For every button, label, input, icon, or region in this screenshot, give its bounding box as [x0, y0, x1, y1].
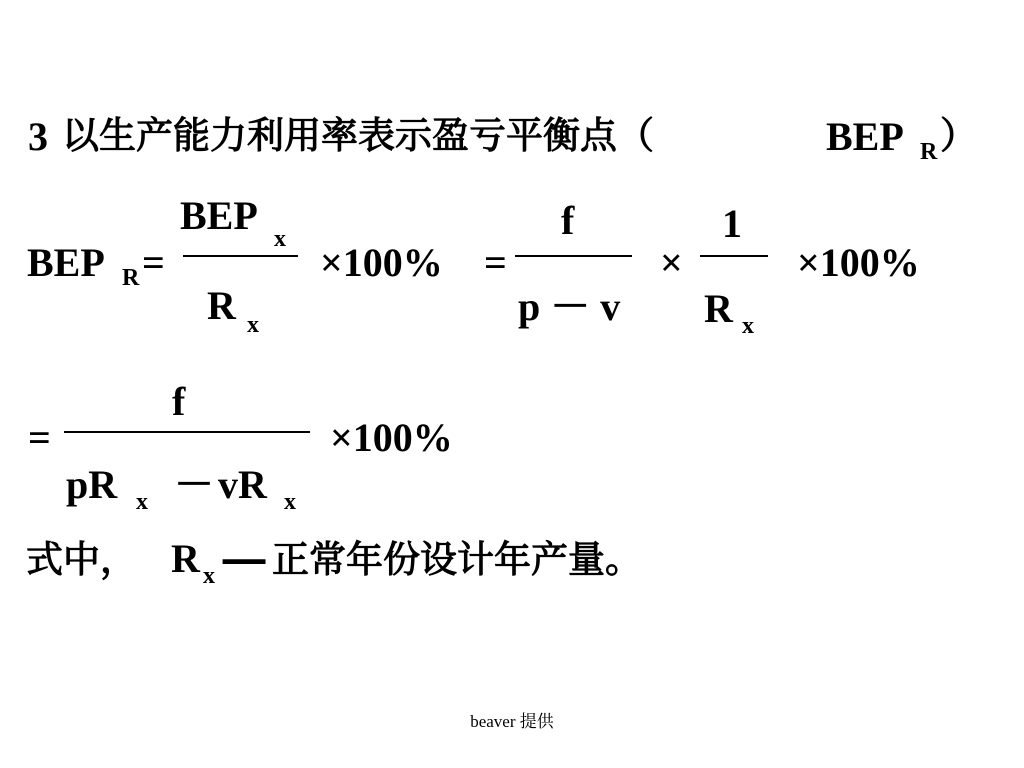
frac1-denominator: R — [207, 283, 236, 328]
frac3-denominator: R — [704, 286, 733, 331]
eq2-den-v: vR — [218, 462, 267, 507]
frac1-numerator-sub: x — [274, 226, 286, 252]
frac1-denominator-sub: x — [247, 312, 259, 338]
eq2-numerator: f — [172, 379, 186, 424]
frac1-bar — [183, 255, 298, 257]
frac1-numerator: BEP — [180, 193, 258, 238]
eq1-equals: = — [142, 240, 165, 285]
note-prefix: 式中， — [26, 538, 137, 581]
eq2-bar — [64, 431, 310, 433]
eq2-den-minus: － — [174, 462, 214, 507]
frac2-numerator: f — [561, 198, 575, 243]
eq2-times-100: ×100% — [330, 415, 453, 460]
eq2-den-p: pR — [66, 462, 118, 507]
frac2-denominator: p － v — [518, 284, 621, 329]
heading-close: ） — [940, 114, 977, 157]
frac3-bar — [700, 255, 768, 257]
note-dash: — — [220, 538, 269, 581]
heading-symbol-sub: R — [920, 139, 938, 165]
heading-number: 3 — [28, 114, 48, 159]
eq1-times-100-b: ×100% — [797, 240, 920, 285]
note-text: 正常年份设计年产量。 — [272, 538, 642, 581]
eq1-times: × — [660, 240, 683, 285]
heading-text: 以生产能力利用率表示盈亏平衡点（ — [62, 114, 654, 157]
eq1-times-100-a: ×100% — [320, 240, 443, 285]
eq1-equals-2: = — [484, 240, 507, 285]
eq2-den-p-sub: x — [136, 489, 148, 515]
eq2-den-v-sub: x — [284, 489, 296, 515]
note-symbol: R — [171, 536, 200, 581]
frac2-bar — [515, 255, 632, 257]
eq2-equals: = — [28, 415, 51, 460]
footer-credit: beaver 提供 — [470, 712, 554, 731]
eq1-lhs-sub: R — [122, 265, 140, 291]
note-symbol-sub: x — [203, 563, 215, 589]
eq1-lhs: BEP — [27, 240, 105, 285]
frac3-numerator: 1 — [722, 201, 742, 246]
heading-symbol: BEP — [826, 114, 904, 159]
frac3-denominator-sub: x — [742, 313, 754, 339]
